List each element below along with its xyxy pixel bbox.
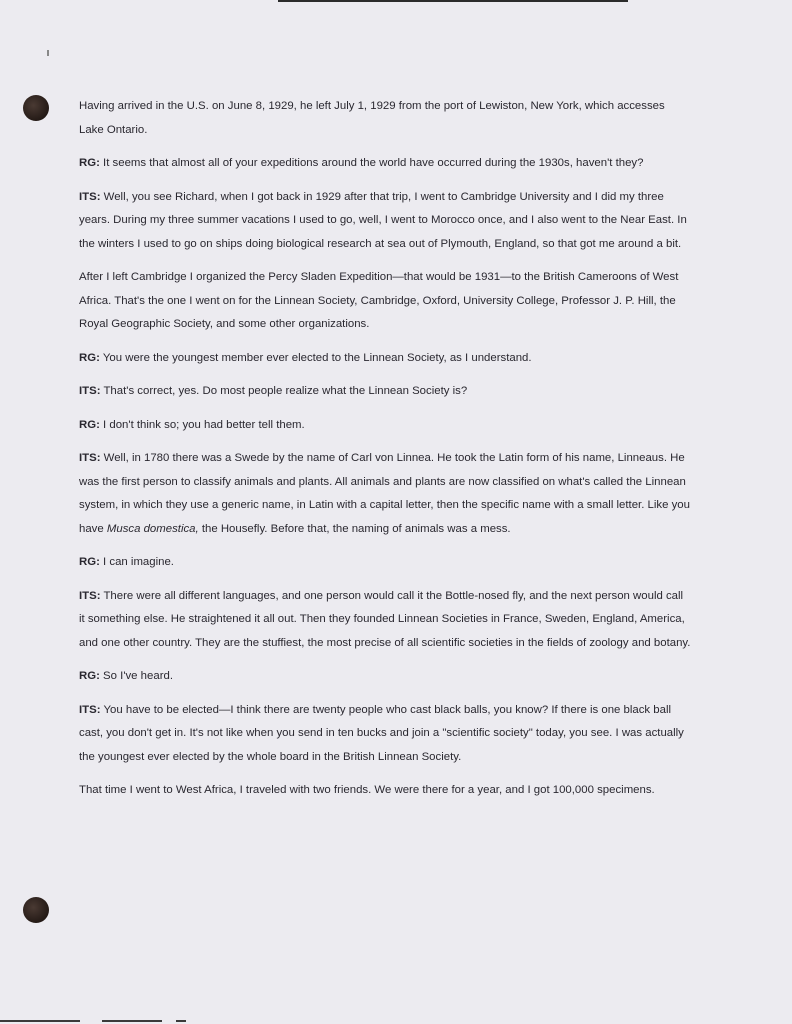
transcript-paragraph [79,186,691,257]
transcript-paragraph [79,585,691,656]
transcript-paragraph [79,551,691,575]
paragraph-text: That time I went to West Africa, I traveled with two friends. We were there for a year, and I got 100,000 specimens. [79,784,655,796]
speaker-label: ITS: [79,703,101,716]
transcript-paragraph [79,95,691,142]
speaker-label: RG: [79,556,100,568]
italic-text: Musca domestica, [106,522,199,535]
speaker-label: ITS: [79,589,101,602]
transcript-paragraph [79,665,691,689]
speaker-label: ITS: [79,190,101,203]
margin-tick-mark [47,50,49,56]
transcript-paragraph [79,152,691,176]
paragraph-text: There were all different languages, and one person would call it the Bottle-nosed fly, and the next person would call it something else. He straightened it all out. Then they founded Linnean Societies in France, Sweden, England, America, and one other country. They are the stuffiest, the most precise of all scientific societies in the fields of zoology and botany. [79,589,691,649]
transcript-paragraph [79,380,691,404]
transcript-paragraph [79,414,691,438]
speaker-label: RG: [79,418,100,431]
paragraph-text: That's correct, yes. Do most people realize what the Linnean Society is? [100,385,468,397]
transcript-paragraph [79,447,691,541]
speaker-label: RG: [79,157,100,169]
paragraph-text: You have to be elected—I think there are twenty people who cast black balls, you know? If there is one black ball cast, you don't get in. It's not like when you send in ten bucks and join a "scientific society" today, you see. I was actually the youngest ever elected by the whole board in the British Linnean Society. [79,703,684,763]
binder-hole-top [23,95,49,121]
transcript-paragraph [79,266,691,337]
speaker-label: RG: [79,351,100,364]
paragraph-text: Having arrived in the U.S. on June 8, 1929, he left July 1, 1929 from the port of Lewiston, New York, which accesses Lake Ontario. [79,100,665,136]
paragraph-text: I can imagine. [99,556,174,568]
paragraph-text: Well, in 1780 there was a Swede by the name of Carl von Linnea. He took the Latin form of his name, Linneaus. He was the first person to classify animals and plants. All animals and plants are now classified on what's called the Linnean system, in which they use a generic name, in Latin with a capital letter, then the specific name with a small letter. Like you have [79,452,690,535]
paragraph-text: Well, you see Richard, when I got back in 1929 after that trip, I went to Cambridge University and I did my three years. During my three summer vacations I used to go, well, I went to Morocco once, and I also went to the Near East. In the winters I used to go on ships doing biological research at sea out of Plymouth, England, so that got me around a bit. [79,190,687,250]
transcript-paragraph [79,779,691,803]
top-rule-line [278,0,628,2]
paragraph-text: After I left Cambridge I organized the Percy Sladen Expedition—that would be 1931—to the British Cameroons of West Africa. That's the one I went on for the Linnean Society, Cambridge, Oxford, University College, Professor J. P. Hill, the Royal Geographic Society, and some other organizations. [79,271,679,330]
paragraph-text: You were the youngest member ever elected to the Linnean Society, as I understand. [99,351,532,364]
speaker-label: ITS: [79,452,101,464]
paragraph-text: It seems that almost all of your expeditions around the world have occurred during the 1930s, haven't they? [99,157,644,169]
binder-hole-bottom [23,897,49,923]
paragraph-text: the Housefly. Before that, the naming of animals was a mess. [198,522,511,535]
paragraph-text: I don't think so; you had better tell them. [99,418,305,431]
bottom-rule-lines [0,1020,792,1024]
speaker-label: RG: [79,670,100,682]
transcript-paragraph [79,699,691,770]
speaker-label: ITS: [79,385,101,397]
transcript-paragraph [79,347,691,371]
paragraph-text: So I've heard. [99,670,173,682]
interview-transcript [79,95,691,813]
